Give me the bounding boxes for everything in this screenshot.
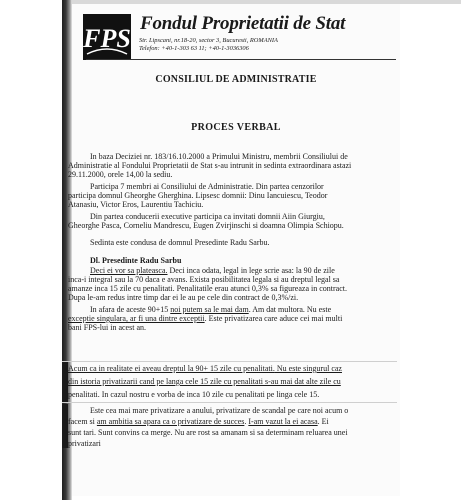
p3-line-1: Din partea conducerii executive participa ca invitati domnii Aiin Giurgiu,: [90, 212, 325, 221]
p3-line-2: Gheorghe Pasca, Corneliu Mandrescu, Eugen Zvirjinschi si doamna Olimpia Schiopu.: [68, 221, 344, 230]
p5-line-4: Dupa le-am redus intre timp dar ei le au pe cele din contract de 0,3%/zi.: [68, 293, 299, 302]
p7-line-4: privatizari: [68, 439, 101, 448]
p7-text-2c: .: [244, 417, 249, 426]
p7-underlined-2: am ambitia sa apara ca o privatizare de succes: [96, 417, 245, 426]
p5-text-5a: In afara de aceste 90+15: [90, 305, 171, 314]
p5-line-1: [68, 266, 398, 275]
p5-text-5c: . Am dat multora. Nu este: [248, 305, 332, 314]
p7-underlined-2d: I-am vazut la ei acasa: [248, 417, 318, 426]
speaker-heading: Dl. Presedinte Radu Sarbu: [90, 256, 182, 265]
fps-logo-text: FPS: [83, 24, 131, 53]
p7-line-3: sunt tari. Sunt convins ca merge. Nu are rost sa amanam si sa determinam reluarea unei: [68, 428, 348, 437]
p5-underlined-6: exceptie singulara, ar fi una dintre exceptii: [68, 314, 205, 323]
org-phone: Telefon: +40-1-303 63 11; +40-1-3036306: [139, 45, 249, 52]
p1-line-2: Administratie al Fondului Proprietatii de Stat s-au intrunit in sedinta extraordinara astazi: [68, 161, 352, 170]
council-heading: CONSILIUL DE ADMINISTRATIE: [155, 74, 317, 85]
paste-edge-bottom: [62, 402, 397, 403]
p7-line-2: [68, 417, 398, 426]
p7-text-2a: facem si: [68, 417, 97, 426]
p6-line-3: penalitati. In cazul nostru e vorba de inca 10 zile cu penalitati pe linga cele 15.: [68, 390, 320, 399]
org-name: Fondul Proprietatii de Stat: [140, 13, 346, 34]
p5-text-6b: . Este privatizarea care aduce cei mai multi: [204, 314, 343, 323]
p2-line-2: participa domnul Gheorghe Gherghina. Lipsesc domnii: Dinu Iancuiescu, Teodor: [68, 191, 328, 200]
p5-underlined-1: Deci ei vor sa plateasca.: [90, 266, 168, 275]
p2-line-3: Atanasiu, Victor Eros, Laurentiu Tachiciu.: [68, 200, 204, 209]
document-title: PROCES VERBAL: [191, 122, 281, 133]
p5-text-1: Deci inca odata, legal in lege scrie asa: la 90 de zile: [167, 266, 335, 275]
p6-line-2: din istoria privatizarii cand pe langa cele 15 zile cu penalitati s-au mai dat alte zile cu: [68, 377, 341, 386]
paste-edge-top: [62, 361, 397, 362]
p7-text-2e: . Ei: [317, 417, 329, 426]
p4-line: Sedinta este condusa de domnul Presedinte Radu Sarbu.: [90, 238, 270, 247]
org-address: Str. Lipscani, nr.18-20, sector 3, Bucuresti, ROMANIA: [139, 37, 278, 44]
p1-line-1: In baza Deciziei nr. 183/16.10.2000 a Primului Ministru, membrii Consiliului de: [90, 152, 348, 161]
header-rule: [86, 59, 396, 60]
p2-line-1: Participa 7 membri ai Consiliului de Administratie. Din partea cenzorilor: [90, 182, 324, 191]
p5-line-3: amanze inca 15 zile cu penalitati. Penalitatile erau atunci 0,3% sa figureaza in contract.: [68, 284, 347, 293]
p5-line-5: [68, 305, 398, 314]
p6-underlined-1b: Nu este singurul caz: [274, 364, 342, 373]
p5-line-2: inca-i integral sau la 70 daca e avans. Exista posibilitatea legala si au dreptul legal sa: [68, 275, 340, 284]
p1-line-3: 29.11.2000, orele 14,00 la sediu.: [68, 170, 173, 179]
p7-line-1: Este cea mai mare privatizare a anului, privatizare de scandal pe care noi acum o: [90, 406, 349, 415]
p5-underlined-5: noi putem sa le mai dam: [170, 305, 249, 314]
p6-line-1: [68, 364, 398, 373]
p6-underlined-1: Acum ca in realitate ei aveau dreptul la 90+ 15 zile cu penalitati.: [68, 364, 275, 373]
fps-logo: [83, 14, 131, 60]
p5-line-7: bani FPS-lui in acest an.: [68, 323, 146, 332]
p5-line-6: [68, 314, 398, 323]
